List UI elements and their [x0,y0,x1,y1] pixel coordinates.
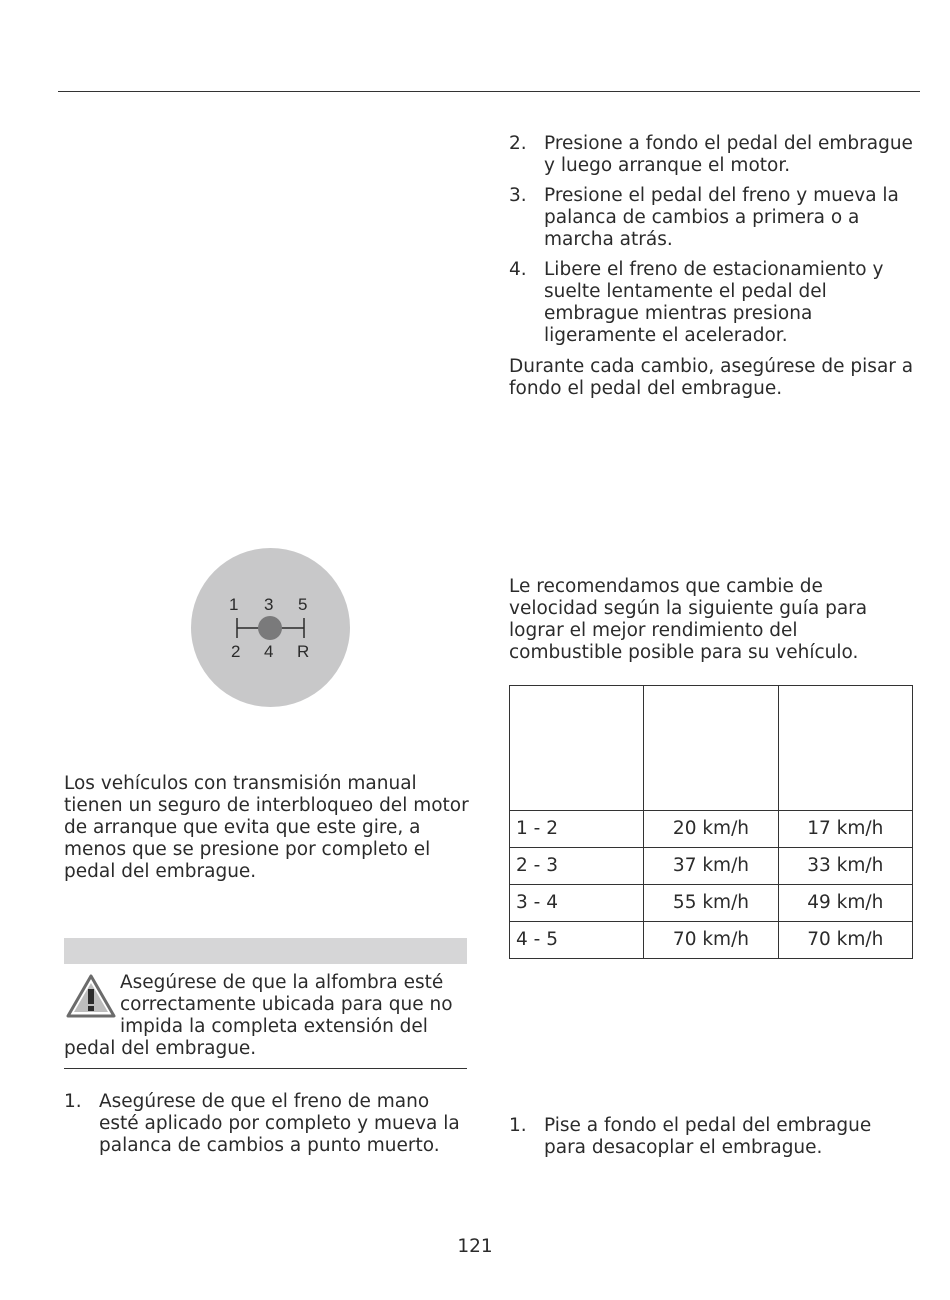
gear-range-cell: 1 - 2 [510,811,644,848]
header-rule [58,91,920,92]
list-item [509,1115,909,1159]
step-text: Presione el pedal del freno y mueva la palanca de cambios a primera o a marcha atrás. [544,185,899,250]
gear-pattern-svg [191,548,350,707]
interlock-paragraph: Los vehículos con transmisión manual tienen un seguro de interbloqueo del motor de arranque que evita que este gire, a menos que se presione por completo el pedal del embrague. [64,773,469,882]
gear-pattern-diagram [191,548,350,707]
gear-range-cell: 3 - 4 [510,885,644,922]
stop-steps-list [509,1115,909,1167]
speed-cell: 20 km/h [644,811,778,848]
gear-label-2: 2 [231,642,241,661]
page-number: 121 [457,1236,493,1257]
list-item [64,1091,472,1157]
table-header-cell [510,686,644,811]
table-row [510,885,913,922]
prep-steps-list [64,1091,472,1165]
step-number: 4. [509,259,527,280]
gear-range-cell: 2 - 3 [510,848,644,885]
table-header-cell [778,686,912,811]
gear-label-1: 1 [229,595,239,614]
step-number: 3. [509,185,527,206]
start-steps-list [509,133,914,355]
shift-speed-table [509,685,913,959]
step-number: 1. [509,1115,527,1136]
warning-line-2: correctamente ubicada para que no [120,994,453,1015]
warning-block [64,972,468,1060]
gear-label-3: 3 [264,595,274,614]
warning-line-4: pedal del embrague. [64,1038,257,1059]
list-item [509,185,914,251]
speed-cell: 33 km/h [778,848,912,885]
table-row [510,811,913,848]
step-number: 1. [64,1091,82,1112]
warning-icon [66,974,116,1024]
step-text: Pise a fondo el pedal del embrague para desacoplar el embrague. [544,1115,872,1158]
gear-label-4: 4 [264,642,274,661]
speed-cell: 49 km/h [778,885,912,922]
step-text: Asegúrese de que el freno de mano esté aplicado por completo y mueva la palanca de cambios a punto muerto. [99,1091,460,1156]
speed-cell: 70 km/h [778,922,912,959]
speed-cell: 70 km/h [644,922,778,959]
warning-line-1: Asegúrese de que la alfombra esté [120,972,444,993]
warning-rule [64,1068,467,1069]
speed-cell: 55 km/h [644,885,778,922]
list-item [509,133,914,177]
speed-cell: 17 km/h [778,811,912,848]
warning-heading-bar [64,938,467,964]
speed-cell: 37 km/h [644,848,778,885]
table-row [510,848,913,885]
step-text: Presione a fondo el pedal del embrague y luego arranque el motor. [544,133,913,176]
warning-line-3: impida la completa extensión del [120,1016,428,1037]
gear-range-cell: 4 - 5 [510,922,644,959]
shift-recommendation-paragraph: Le recomendamos que cambie de velocidad según la siguiente guía para lograr el mejor rendimiento del combustible posible para su vehículo. [509,576,868,663]
clutch-note: Durante cada cambio, asegúrese de pisar a fondo el pedal del embrague. [509,356,914,399]
table-header-row [510,686,913,811]
gear-label-reverse: R [297,642,310,661]
list-item [509,259,914,347]
table-header-cell [644,686,778,811]
step-text: Libere el freno de estacionamiento y suelte lentamente el pedal del embrague mientras presiona ligeramente el acelerador. [544,259,884,346]
step-number: 2. [509,133,527,154]
table-row [510,922,913,959]
gear-label-5: 5 [298,595,308,614]
